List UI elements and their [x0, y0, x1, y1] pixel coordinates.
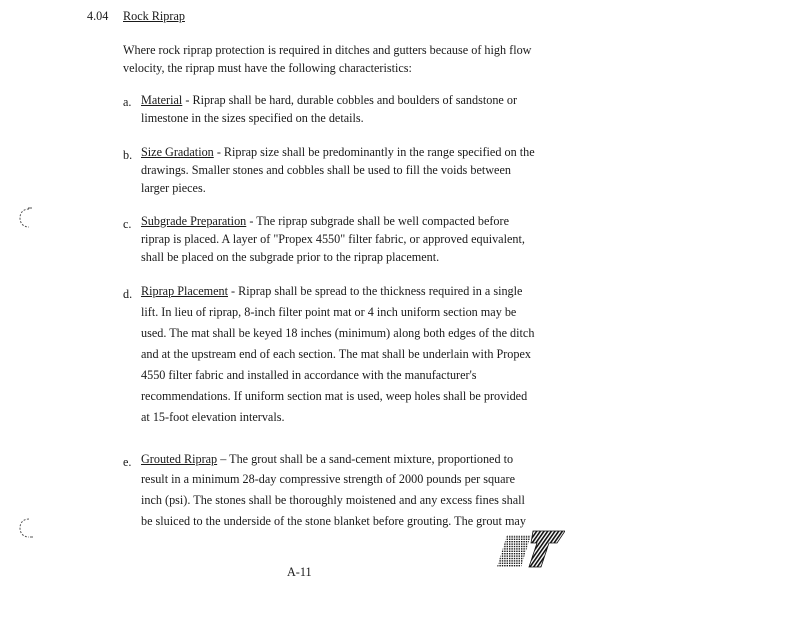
item-text: - Riprap shall be hard, durable cobbles and boulders of sandstone or: [182, 93, 518, 107]
stamp-logo-icon: [497, 529, 565, 569]
page-number: A-11: [287, 565, 312, 579]
item-line: drawings. Smaller stones and cobbles shall be used to fill the voids between: [141, 163, 511, 177]
item-letter: b.: [123, 148, 133, 162]
intro-line: velocity, the riprap must have the following characteristics:: [123, 61, 412, 75]
item-text: – The grout shall be a sand-cement mixture, proportioned to: [217, 452, 514, 466]
item-heading: Riprap Placement: [141, 284, 228, 298]
punch-hole-mark-icon: [18, 207, 34, 229]
section-number: 4.04: [87, 9, 109, 23]
item-letter: d.: [123, 287, 133, 301]
item-text: - The riprap subgrade shall be well compacted before: [246, 214, 509, 228]
item-line: limestone in the sizes specified on the details.: [141, 111, 364, 125]
item-line: used. The mat shall be keyed 18 inches (minimum) along both edges of the ditch: [141, 326, 535, 340]
item-line: larger pieces.: [141, 181, 206, 195]
item-line: shall be placed on the subgrade prior to the riprap placement.: [141, 250, 440, 264]
section-title: Rock Riprap: [123, 9, 185, 23]
item-line: 4550 filter fabric and installed in accordance with the manufacturer's: [141, 368, 477, 382]
item-line: [141, 284, 522, 298]
item-line: result in a minimum 28-day compressive strength of 2000 pounds per square: [141, 472, 516, 486]
item-letter: a.: [123, 95, 132, 109]
item-letter: c.: [123, 217, 132, 231]
intro-line: Where rock riprap protection is required in ditches and gutters because of high flow: [123, 43, 532, 57]
item-line: inch (psi). The stones shall be thoroughly moistened and any excess fines shall: [141, 493, 525, 507]
item-heading: Material: [141, 93, 183, 107]
item-heading: Grouted Riprap: [141, 452, 218, 466]
item-line: at 15-foot elevation intervals.: [141, 410, 285, 424]
item-text: - Riprap size shall be predominantly in the range specified on the: [213, 145, 535, 159]
item-line: [141, 214, 509, 228]
item-heading: Size Gradation: [141, 145, 214, 159]
item-line: be sluiced to the underside of the stone blanket before grouting. The grout may: [141, 514, 526, 528]
item-line: riprap is placed. A layer of "Propex 4550" filter fabric, or approved equivalent,: [141, 232, 525, 246]
item-line: recommendations. If uniform section mat is used, weep holes shall be provided: [141, 389, 528, 403]
item-line: [141, 452, 513, 466]
item-heading: Subgrade Preparation: [141, 214, 247, 228]
item-letter: e.: [123, 455, 132, 469]
item-line: [141, 93, 517, 107]
item-line: [141, 145, 535, 159]
punch-hole-mark-icon: [18, 517, 34, 539]
item-text: - Riprap shall be spread to the thickness required in a single: [227, 284, 523, 298]
item-line: lift. In lieu of riprap, 8-inch filter point mat or 4 inch uniform section may be: [141, 305, 517, 319]
item-line: and at the upstream end of each section. The mat shall be underlain with Propex: [141, 347, 531, 361]
